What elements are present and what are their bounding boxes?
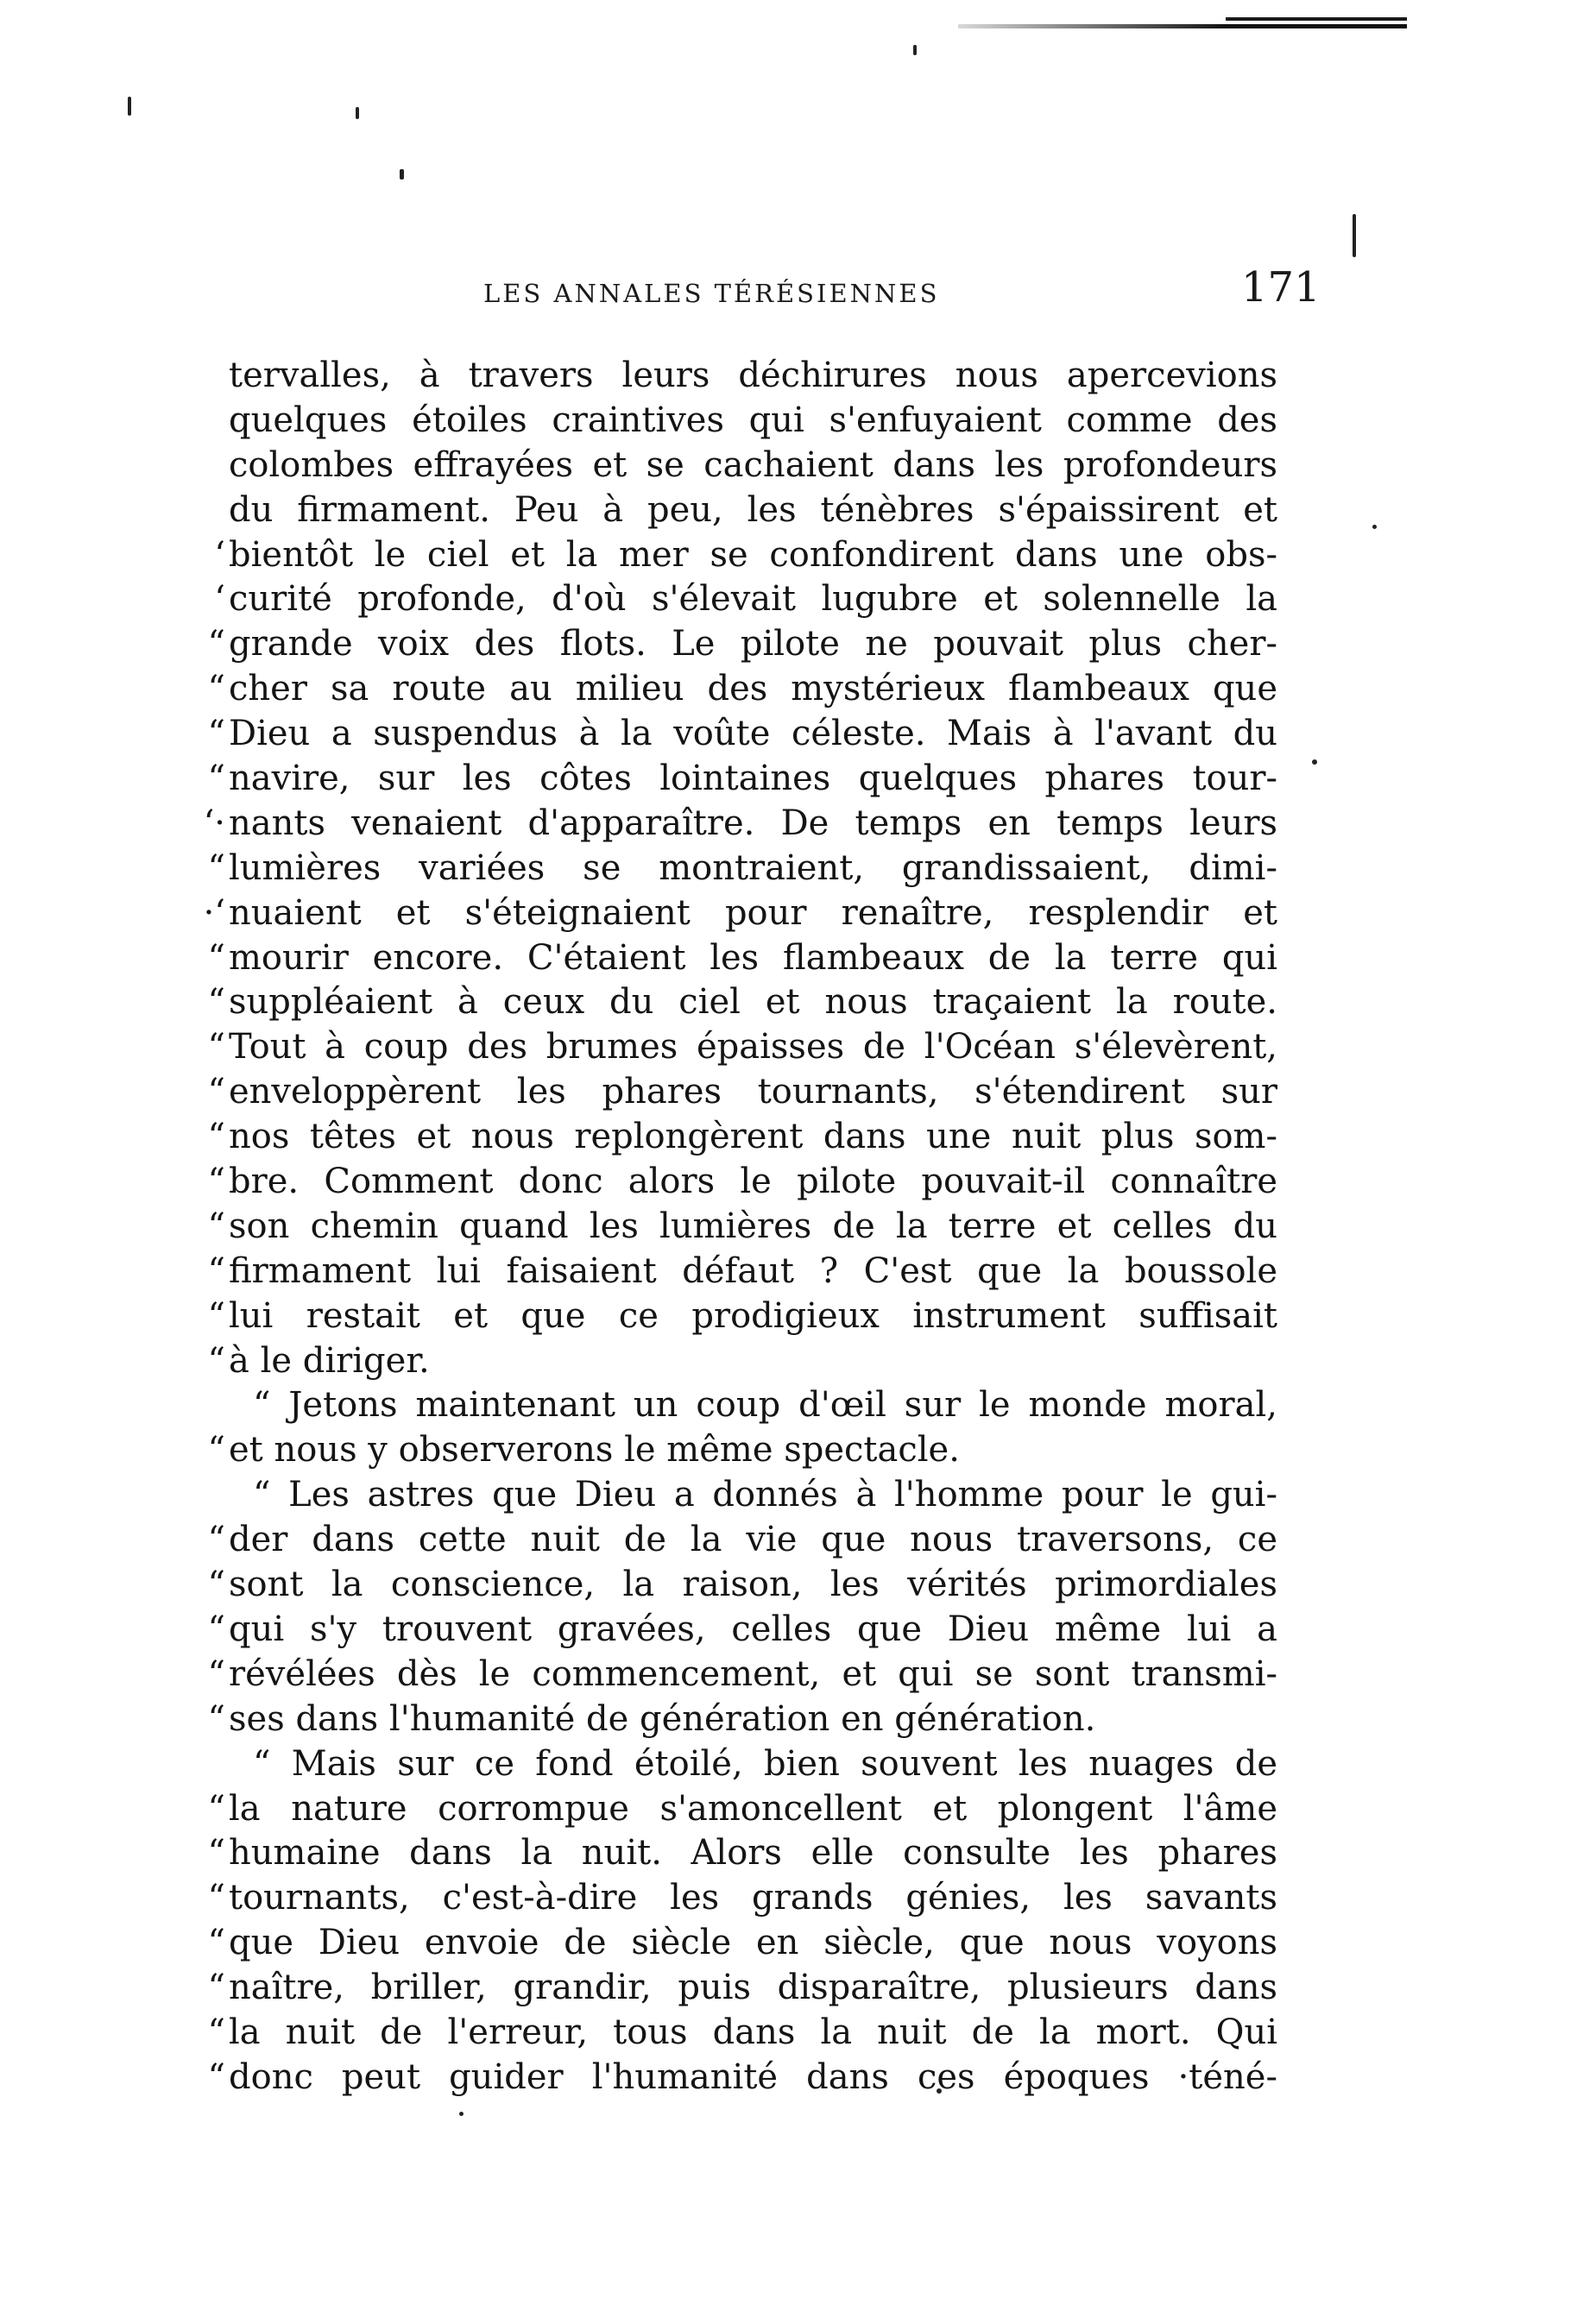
margin-quote-mark: “ (207, 1565, 225, 1605)
text-line (229, 444, 1277, 488)
line-text: firmament lui faisaient défaut ? C'est que la boussole (229, 1250, 1277, 1291)
text-line (207, 980, 1277, 1025)
text-line (203, 802, 1277, 847)
running-title: LES ANNALES TÉRÉSIENNES (483, 279, 940, 308)
margin-quote-mark: “ (207, 1698, 225, 1739)
line-text: Tout à coup des brumes épaisses de l'Océan s'élevèrent, (229, 1027, 1277, 1068)
text-line (207, 1294, 1277, 1339)
line-text: lui restait et que ce prodigieux instrument suffisait (229, 1295, 1277, 1336)
line-text: cher sa route au milieu des mystérieux flambeaux que (229, 669, 1277, 709)
text-line (229, 1473, 1277, 1518)
text-line (207, 1653, 1277, 1697)
margin-quote-mark: “ (207, 1340, 225, 1381)
margin-quote-mark: “ (207, 847, 225, 888)
margin-quote-mark: “ (207, 1072, 225, 1112)
line-text: navire, sur les côtes lointaines quelques phares tour- (229, 759, 1277, 799)
line-text: sont la conscience, la raison, les vérités primordiales (229, 1565, 1277, 1605)
text-line (207, 1250, 1277, 1294)
line-text: “ Mais sur ce fond étoilé, bien souvent les nuages de (253, 1743, 1277, 1784)
line-text: que Dieu envoie de siècle en siècle, que nous voyons (229, 1923, 1277, 1963)
line-text: “ Les astres que Dieu a donnés à l'homme pour le gui- (253, 1475, 1277, 1515)
page-number: 171 (1241, 263, 1321, 312)
text-line (229, 1742, 1277, 1787)
line-text: lumières variées se montraient, grandissaient, dimi- (229, 847, 1277, 888)
line-text: bre. Comment donc alors le pilote pouvait-il connaître (229, 1162, 1277, 1202)
line-text: humaine dans la nuit. Alors elle consulte les phares (229, 1833, 1277, 1874)
margin-quote-mark: “ (207, 1250, 225, 1291)
text-line (207, 1966, 1277, 2011)
line-text: nos têtes et nous replongèrent dans une nuit plus som- (229, 1117, 1277, 1157)
line-text: “ Jetons maintenant un coup d'œil sur le monde moral, (253, 1385, 1277, 1426)
line-text: der dans cette nuit de la vie que nous traversons, ce (229, 1520, 1277, 1560)
line-text: quelques étoiles craintives qui s'enfuyaient comme des (229, 400, 1277, 440)
text-line (214, 533, 1277, 578)
line-text: tervalles, à travers leurs déchirures nous apercevions (229, 356, 1277, 395)
margin-quote-mark: “ (207, 1968, 225, 2008)
line-text: révélées dès le commencement, et qui se sont transmi- (229, 1653, 1277, 1694)
line-text: naître, briller, grandir, puis disparaître, plusieurs dans (229, 1968, 1277, 2008)
line-text: nuaient et s'éteignaient pour renaître, resplendir et (229, 892, 1277, 933)
margin-quote-mark: “ (207, 714, 225, 754)
line-text: mourir encore. C'étaient les flambeaux de la terre qui (229, 937, 1277, 978)
margin-quote-mark: “ (207, 1430, 225, 1471)
line-text: et nous y observerons le même spectacle. (229, 1430, 960, 1471)
margin-quote-mark: “ (207, 1206, 225, 1246)
line-text: curité profonde, d'où s'élevait lugubre et solennelle la (229, 579, 1277, 620)
margin-quote-mark: “ (207, 1923, 225, 1963)
text-line (207, 1428, 1277, 1473)
text-line (207, 1205, 1277, 1250)
ink-speck (400, 169, 404, 179)
line-text: ses dans l'humanité de génération en génération. (229, 1698, 1096, 1739)
text-line (207, 1518, 1277, 1563)
text-line (207, 667, 1277, 712)
text-line (207, 936, 1277, 981)
line-text: colombes effrayées et se cachaient dans les profondeurs (229, 444, 1277, 485)
line-text: suppléaient à ceux du ciel et nous traçaient la route. (229, 982, 1277, 1023)
text-line (207, 1563, 1277, 1608)
text-line (207, 2056, 1277, 2100)
ink-speck (913, 45, 917, 55)
margin-quote-mark: “ (207, 982, 225, 1023)
margin-quote-mark: “ (207, 1027, 225, 1068)
line-text: tournants, c'est-à-dire les grands génies, les savants (229, 1878, 1277, 1918)
line-text: grande voix des flots. Le pilote ne pouvait plus cher- (229, 624, 1277, 664)
scan-artifact-line (1226, 17, 1407, 21)
margin-quote-mark: “ (207, 1653, 225, 1694)
margin-quote-mark: “ (207, 1609, 225, 1649)
line-text: bientôt le ciel et la mer se confondirent dans une obs- (229, 534, 1277, 575)
text-line (207, 1160, 1277, 1205)
text-line (207, 1608, 1277, 1653)
ink-speck (356, 107, 359, 119)
margin-quote-mark: “ (207, 1878, 225, 1918)
text-line (214, 577, 1277, 622)
margin-quote-mark: ‘· (203, 803, 225, 843)
text-line (207, 1831, 1277, 1876)
margin-quote-mark: “ (207, 1162, 225, 1202)
text-line (207, 1921, 1277, 1966)
ink-speck (1372, 525, 1377, 529)
text-line (229, 354, 1277, 399)
text-line (207, 847, 1277, 891)
line-text: du firmament. Peu à peu, les ténèbres s'épaissirent et (229, 489, 1277, 530)
line-text: son chemin quand les lumières de la terre et celles du (229, 1206, 1277, 1246)
line-text: donc peut guider l'humanité dans ces époques ·téné- (229, 2056, 1277, 2097)
text-line (207, 712, 1277, 757)
margin-quote-mark: “ (207, 624, 225, 664)
ink-speck (1312, 759, 1317, 765)
ink-speck (459, 2112, 464, 2116)
margin-quote-mark: ‘ (214, 534, 225, 575)
line-text: Dieu a suspendus à la voûte céleste. Mais à l'avant du (229, 714, 1277, 754)
margin-quote-mark: “ (207, 2012, 225, 2052)
running-head (0, 263, 1583, 315)
line-text: à le diriger. (229, 1340, 430, 1381)
margin-quote-mark: ‘ (214, 579, 225, 620)
margin-quote-mark: “ (207, 1788, 225, 1829)
text-line (203, 891, 1277, 936)
text-line (207, 1339, 1277, 1384)
ink-speck (1353, 214, 1356, 257)
margin-quote-mark: “ (207, 1833, 225, 1874)
text-line (207, 622, 1277, 667)
margin-quote-mark: “ (207, 669, 225, 709)
text-line (229, 1383, 1277, 1428)
text-line (207, 757, 1277, 802)
scan-artifact-line (958, 24, 1407, 28)
text-line (229, 399, 1277, 444)
line-text: enveloppèrent les phares tournants, s'étendirent sur (229, 1072, 1277, 1112)
margin-quote-mark: “ (207, 759, 225, 799)
text-line (207, 1876, 1277, 1921)
margin-quote-mark: “ (207, 1117, 225, 1157)
text-line (207, 1115, 1277, 1160)
margin-quote-mark: ·‘ (203, 892, 225, 933)
line-text: la nature corrompue s'amoncellent et plongent l'âme (229, 1788, 1277, 1829)
margin-quote-mark: “ (207, 937, 225, 978)
text-line (207, 1070, 1277, 1115)
text-line (207, 1787, 1277, 1832)
text-line (229, 488, 1277, 533)
margin-quote-mark: “ (207, 1295, 225, 1336)
text-line (207, 1025, 1277, 1070)
text-line (207, 1697, 1277, 1742)
margin-quote-mark: “ (207, 2056, 225, 2097)
margin-quote-mark: “ (207, 1520, 225, 1560)
body-text (203, 354, 1277, 2100)
line-text: la nuit de l'erreur, tous dans la nuit de la mort. Qui (229, 2012, 1277, 2052)
line-text: nants venaient d'apparaître. De temps en temps leurs (229, 803, 1277, 843)
line-text: qui s'y trouvent gravées, celles que Dieu même lui a (229, 1609, 1277, 1649)
ink-speck (128, 97, 131, 116)
text-line (207, 2011, 1277, 2056)
